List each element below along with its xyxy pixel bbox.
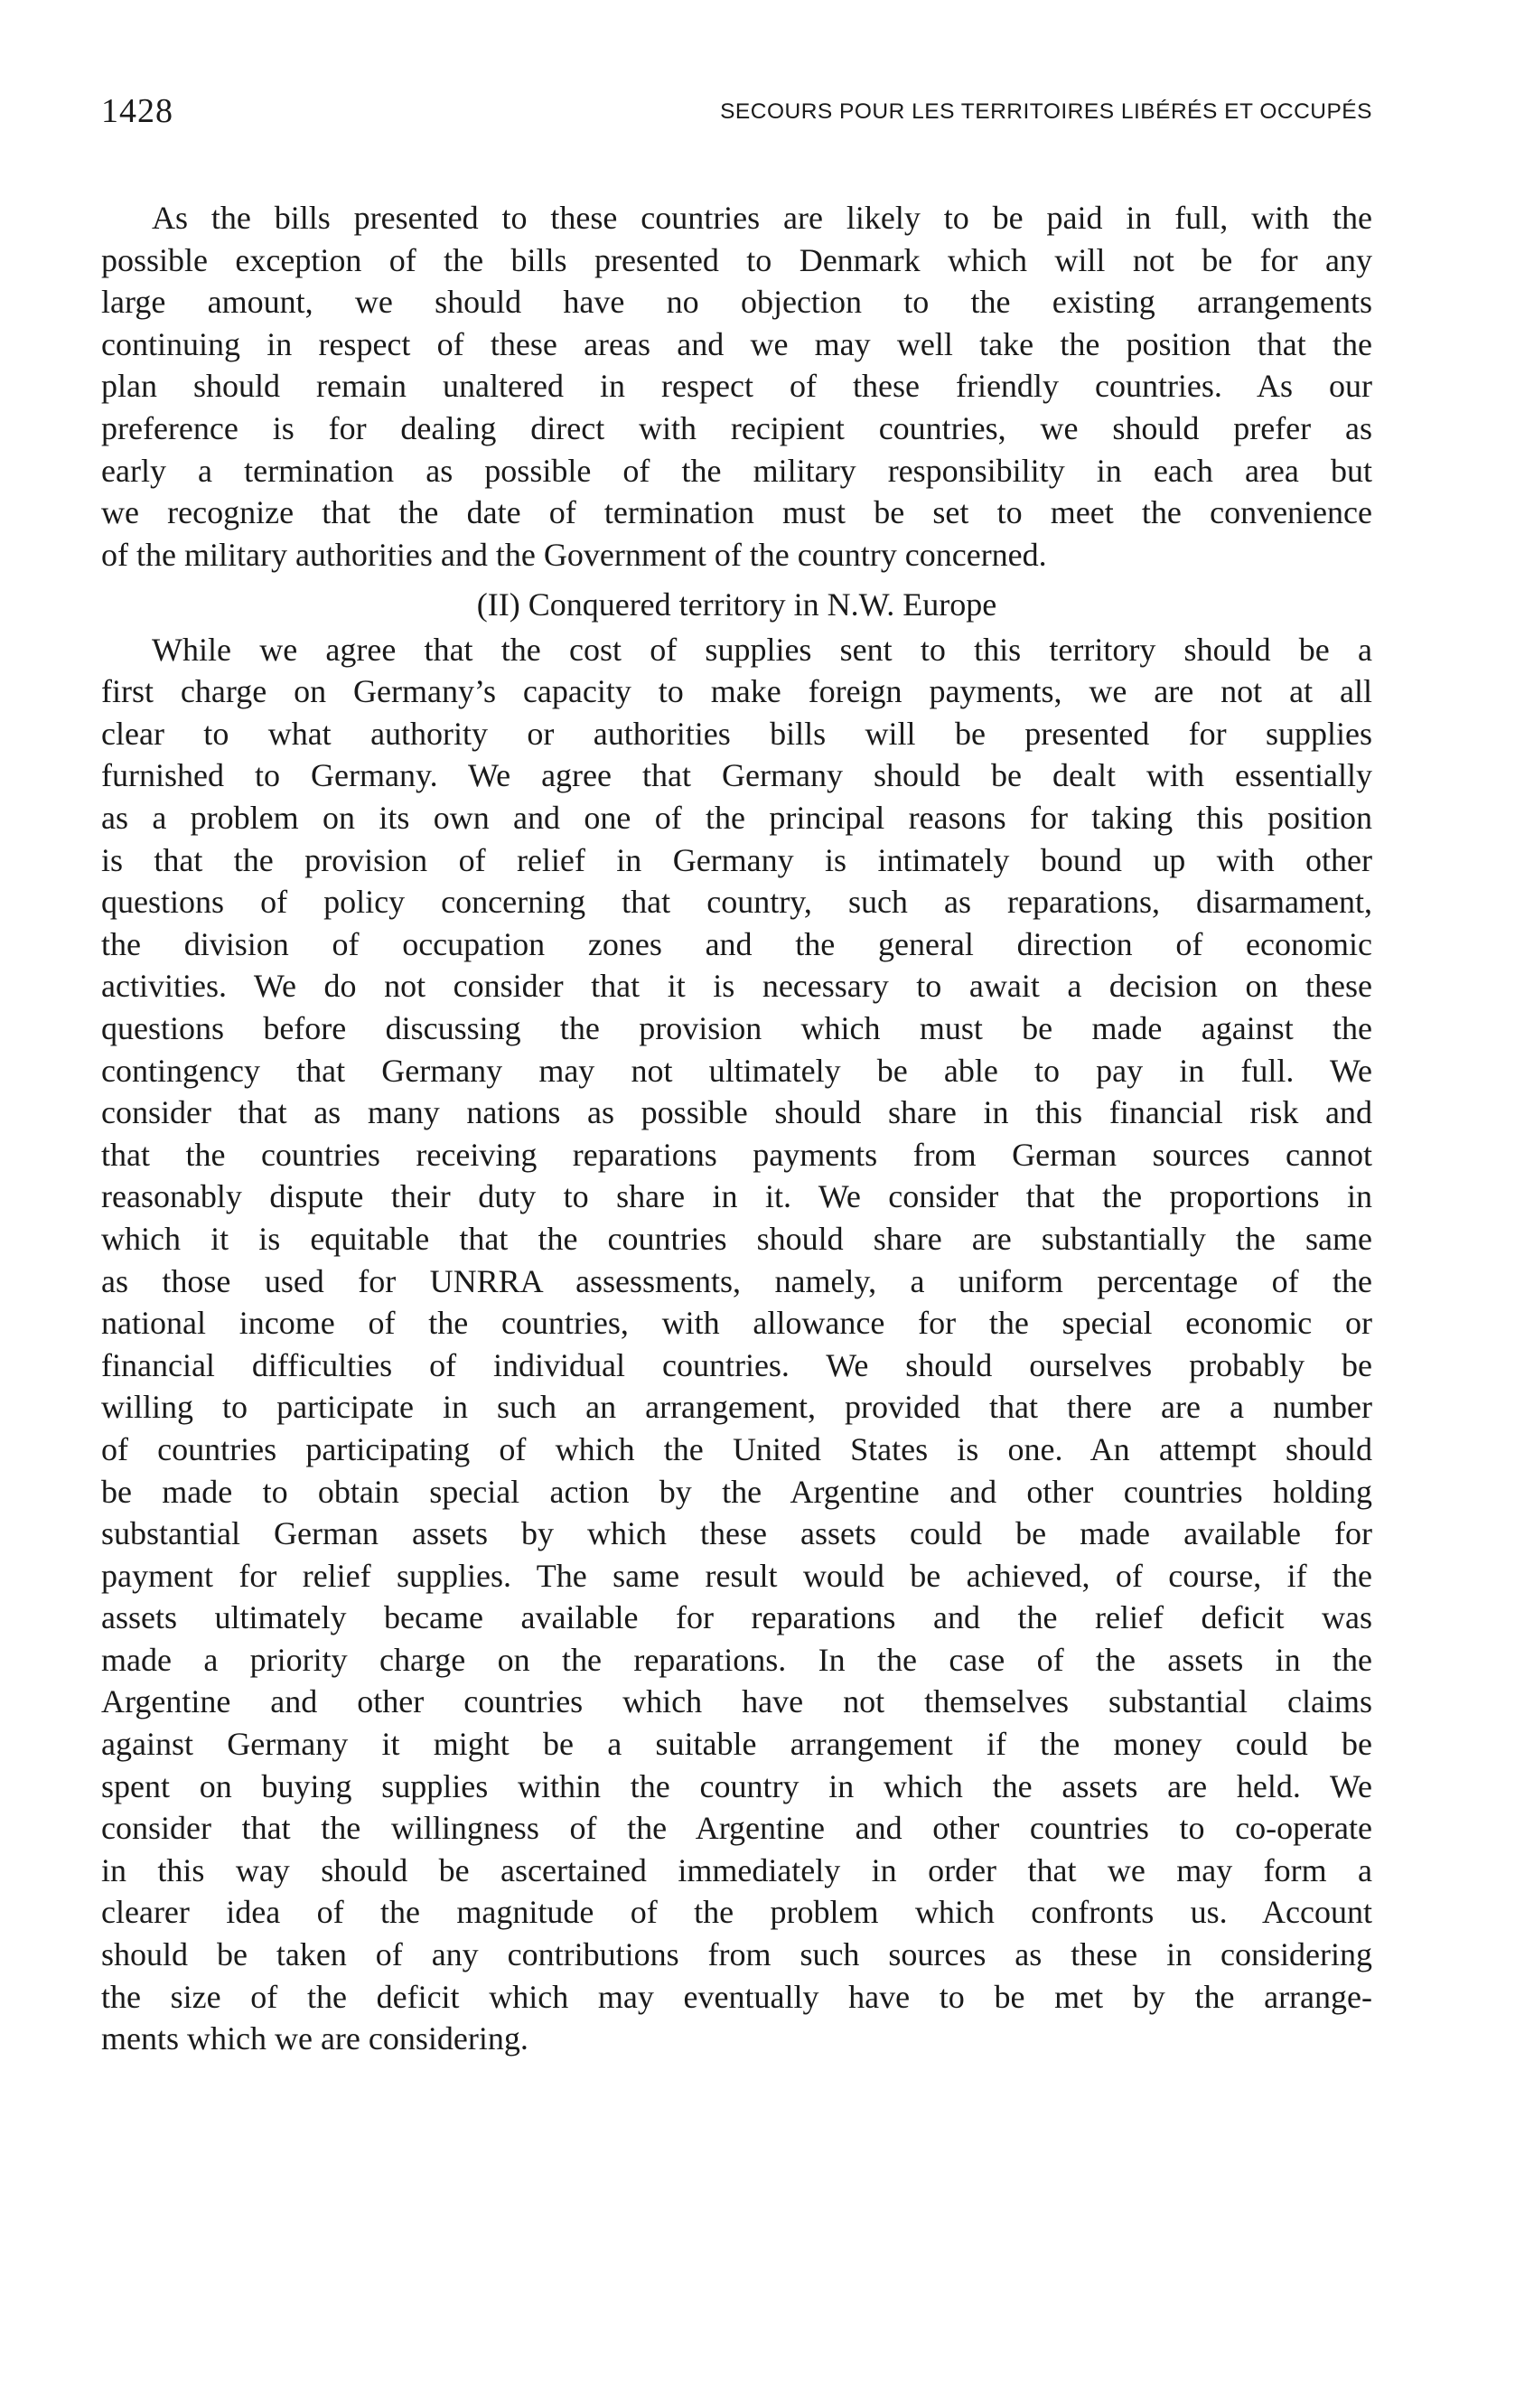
text-line: consider that as many nations as possible should share in this financial risk and	[101, 1094, 1372, 1131]
page-number: 1428	[101, 92, 173, 130]
text-line: is that the provision of relief in Germany is intimately bound up with other	[101, 841, 1372, 878]
text-line: early a termination as possible of the military responsibility in each area but	[101, 452, 1372, 489]
paragraph-1	[101, 197, 1372, 576]
text-line: willing to participate in such an arrangement, provided that there are a number	[101, 1389, 1372, 1426]
section-heading: (II) Conquered territory in N.W. Europe	[476, 586, 997, 623]
text-line: large amount, we should have no objection to the existing arrangements	[101, 284, 1372, 321]
text-line: as those used for UNRRA assessments, namely, a uniform percentage of the	[101, 1262, 1372, 1299]
text-line: activities. We do not consider that it is necessary to await a decision on these	[101, 968, 1372, 1005]
text-line: in this way should be ascertained immediately in order that we may form a	[101, 1851, 1372, 1888]
text-line: as a problem on its own and one of the principal reasons for taking this position	[101, 800, 1372, 837]
text-line: assets ultimately became available for reparations and the relief deficit was	[101, 1599, 1372, 1636]
text-line: contingency that Germany may not ultimately be able to pay in full. We	[101, 1052, 1372, 1089]
text-line: consider that the willingness of the Argentine and other countries to co-operate	[101, 1810, 1372, 1847]
text-line: plan should remain unaltered in respect of these friendly countries. As our	[101, 368, 1372, 405]
text-line: that the countries receiving reparations payments from German sources cannot	[101, 1136, 1372, 1173]
text-line: which it is equitable that the countries should share are substantially the same	[101, 1220, 1372, 1257]
text-line: made a priority charge on the reparations. In the case of the assets in the	[101, 1641, 1372, 1678]
text-line: should be taken of any contributions from such sources as these in considering	[101, 1936, 1372, 1973]
text-line: clearer idea of the magnitude of the problem which confronts us. Account	[101, 1894, 1372, 1931]
text-line: against Germany it might be a suitable arrangement if the money could be	[101, 1726, 1372, 1763]
text-line: of the military authorities and the Government of the country concerned.	[101, 536, 1047, 573]
text-line: continuing in respect of these areas and we may well take the position that the	[101, 325, 1372, 362]
text-line: As the bills presented to these countries are likely to be paid in full, with the	[152, 200, 1372, 236]
text-line: be made to obtain special action by the Argentine and other countries holding	[101, 1473, 1372, 1510]
paragraph-2	[101, 629, 1372, 2060]
text-line: payment for relief supplies. The same result would be achieved, of course, if the	[101, 1557, 1372, 1594]
text-line: ments which we are considering.	[101, 2020, 528, 2057]
text-line: furnished to Germany. We agree that Germany should be dealt with essentially	[101, 757, 1372, 794]
text-line: first charge on Germany’s capacity to make foreign payments, we are not at all	[101, 673, 1372, 710]
page-header	[101, 89, 1372, 134]
text-line: reasonably dispute their duty to share in it. We consider that the proportions in	[101, 1178, 1372, 1215]
text-line: the size of the deficit which may eventually have to be met by the arrange-	[101, 1978, 1372, 2015]
text-line: financial difficulties of individual countries. We should ourselves probably be	[101, 1346, 1372, 1383]
text-line: spent on buying supplies within the country in which the assets are held. We	[101, 1767, 1372, 1804]
text-line: preference is for dealing direct with recipient countries, we should prefer as	[101, 409, 1372, 446]
text-line: questions of policy concerning that country, such as reparations, disarmament,	[101, 884, 1372, 921]
text-line: clear to what authority or authorities bills will be presented for supplies	[101, 715, 1372, 752]
text-line: the division of occupation zones and the general direction of economic	[101, 925, 1372, 962]
running-head: SECOURS POUR LES TERRITOIRES LIBÉRÉS ET OCCUPÉS	[720, 99, 1372, 124]
text-line: While we agree that the cost of supplies sent to this territory should be a	[152, 631, 1372, 668]
text-line: we recognize that the date of termination must be set to meet the convenience	[101, 494, 1372, 531]
text-line: of countries participating of which the United States is one. An attempt should	[101, 1430, 1372, 1467]
text-line: possible exception of the bills presented to Denmark which will not be for any	[101, 241, 1372, 278]
text-line: substantial German assets by which these assets could be made available for	[101, 1515, 1372, 1552]
text-line: questions before discussing the provision which must be made against the	[101, 1009, 1372, 1046]
body-text	[101, 197, 1372, 2060]
text-line: national income of the countries, with allowance for the special economic or	[101, 1305, 1372, 1342]
text-line: Argentine and other countries which have not themselves substantial claims	[101, 1683, 1372, 1720]
